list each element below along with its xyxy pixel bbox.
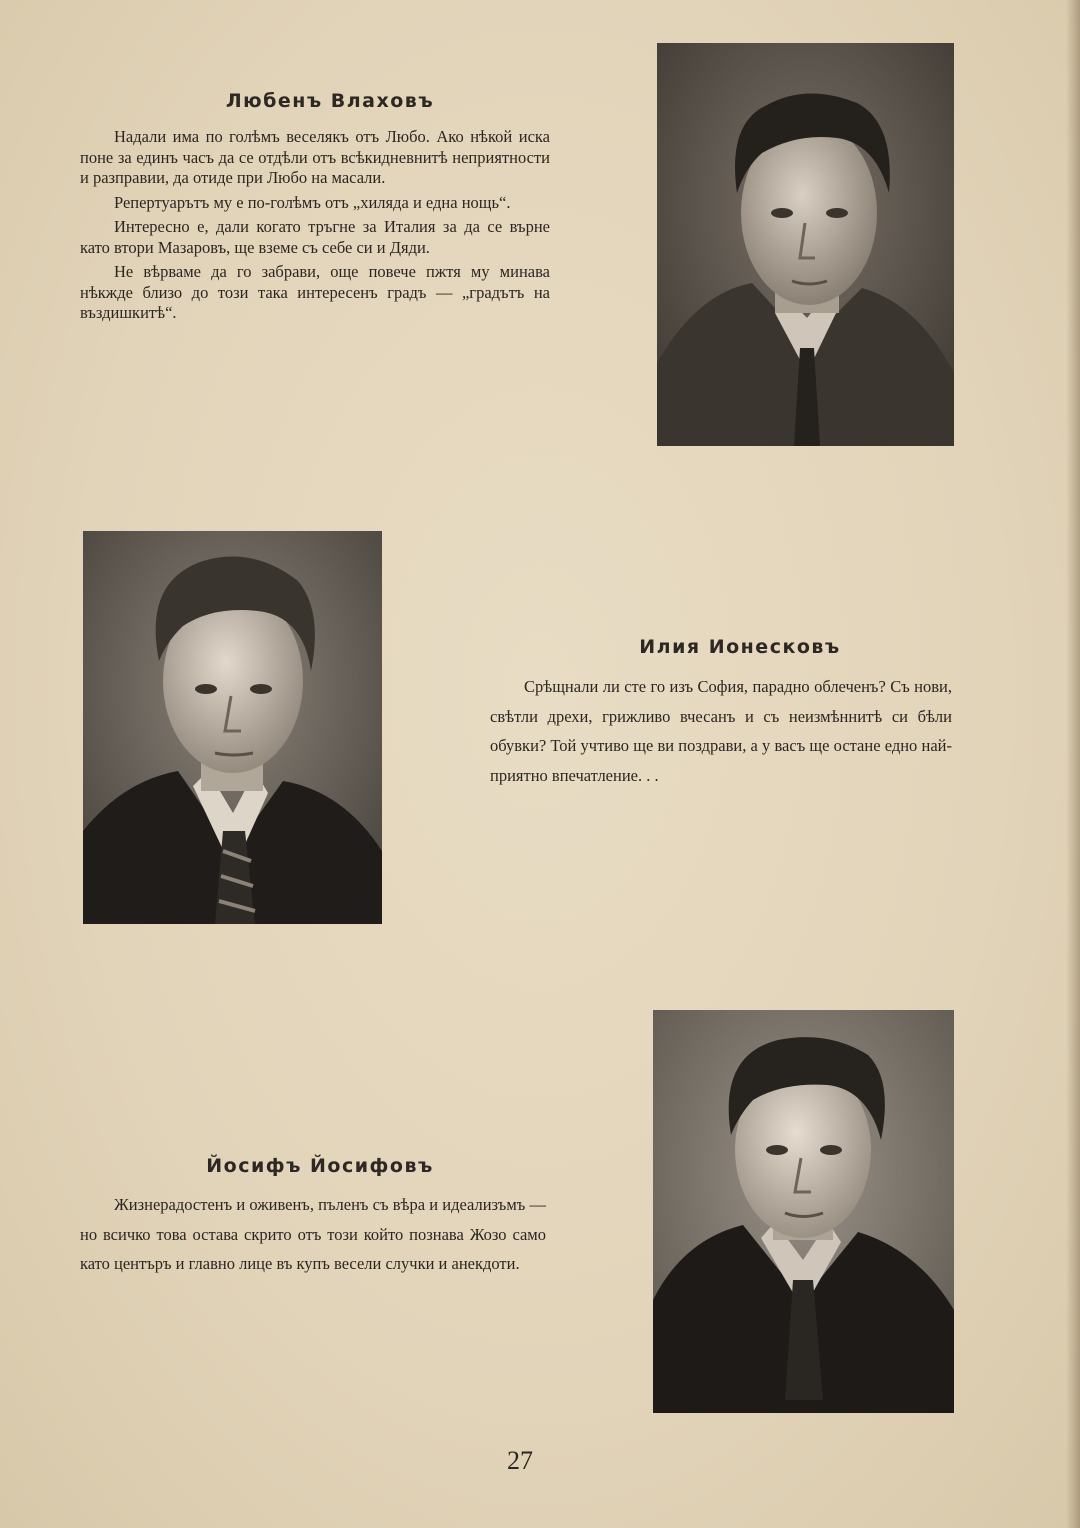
entry-3-bio xyxy=(80,1190,546,1279)
entry-2-portrait-photo xyxy=(83,531,382,924)
entry-1-paragraph: Надали има по голѣмъ веселякъ отъ Любо. Ако нѣкой иска поне за единъ часъ да се отдѣли отъ всѣкидневнитѣ неприятности и разправии, да отиде при Любо на масали. xyxy=(80,127,550,187)
entry-1-name: Любенъ Влаховъ xyxy=(225,90,435,112)
page-edge-shadow xyxy=(1066,0,1080,1528)
entry-1-paragraph: Репертуарътъ му е по-голѣмъ отъ „хиляда и една нощь“. xyxy=(114,192,511,212)
entry-2-bio xyxy=(490,672,952,790)
portrait-3-illustration xyxy=(653,1010,954,1413)
entry-3-portrait-photo xyxy=(653,1010,954,1413)
entry-3-paragraph: Жизнерадостенъ и оживенъ, пъленъ съ вѣра и идеализъмъ — но всичко това остава скрито отъ този който познава Жозо само като центъръ и главно лице въ купъ весели случки и анекдоти. xyxy=(80,1195,546,1273)
entry-1-paragraph: Не вѣрваме да го забрави, още повече пжтя му минава нѣкжде близо до този така интересенъ градъ — „градътъ на въздишкитѣ“. xyxy=(80,262,550,322)
page-number: 27 xyxy=(507,1446,533,1475)
entry-2-name: Илия Ионесковъ xyxy=(639,636,841,658)
entry-1-portrait-photo xyxy=(657,43,954,446)
entry-3-name: Йосифъ Йосифовъ xyxy=(206,1155,434,1177)
entry-1-paragraph: Интересно е, дали когато тръгне за Италия за да се върне като втори Мазаровъ, ще вземе съ себе си и Дяди. xyxy=(80,217,550,257)
portrait-2-illustration xyxy=(83,531,382,924)
entry-2-paragraph: Срѣщнали ли сте го изъ София, парадно облеченъ? Съ нови, свѣтли дрехи, грижливо вчесанъ и съ неизмѣннитѣ си бѣли обувки? Той учтиво ще ви поздрави, а у васъ ще остане едно най-приятно впечатление. . . xyxy=(490,677,952,785)
entry-1-bio xyxy=(80,127,550,328)
portrait-1-illustration xyxy=(657,43,954,446)
